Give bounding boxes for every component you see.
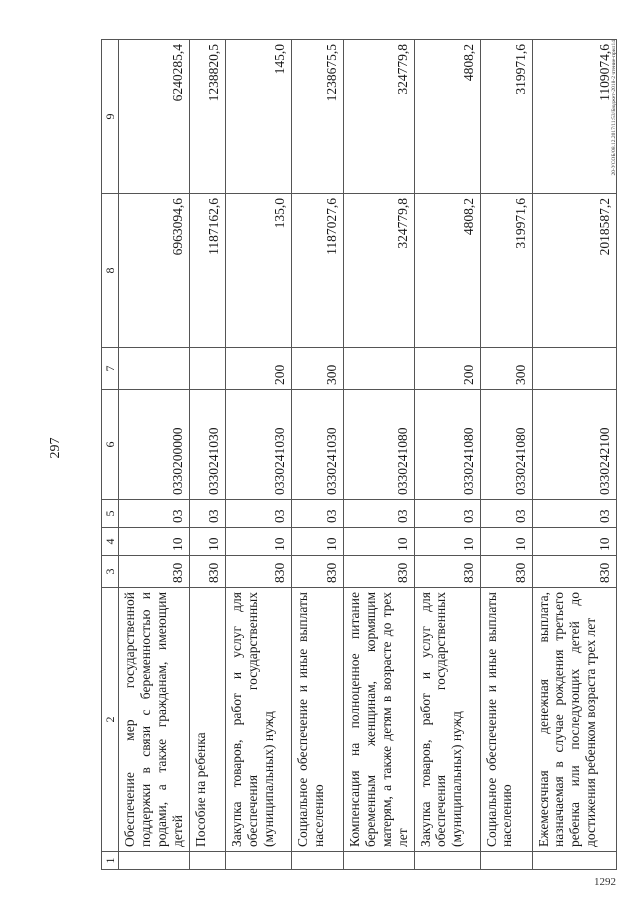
header-col-1: 1 <box>102 852 119 870</box>
row-number-cell <box>291 852 343 870</box>
row-col-9: 1238820,5 <box>189 40 225 194</box>
row-col-6: 0330200000 <box>119 390 190 500</box>
row-name: Закупка товаров, работ и услуг для обеспечения государственных (муниципальных) нужд <box>414 588 480 852</box>
row-number-cell <box>119 852 190 870</box>
header-col-3: 3 <box>102 556 119 588</box>
row-col-7 <box>119 348 190 390</box>
row-col-3: 830 <box>343 556 414 588</box>
header-col-5: 5 <box>102 500 119 528</box>
table-row <box>343 40 414 870</box>
row-col-9: 1109074,6 <box>532 40 616 194</box>
row-col-4: 10 <box>414 528 480 556</box>
row-col-8: 6963094,6 <box>119 194 190 348</box>
row-col-9: 4808,2 <box>414 40 480 194</box>
row-number-cell <box>532 852 616 870</box>
header-col-7: 7 <box>102 348 119 390</box>
row-name: Пособие на ребенка <box>189 588 225 852</box>
row-name: Социальное обеспечение и иные выплаты населению <box>291 588 343 852</box>
row-col-4: 10 <box>225 528 291 556</box>
row-col-4: 10 <box>532 528 616 556</box>
row-col-7: 300 <box>480 348 532 390</box>
row-name: Социальное обеспечение и иные выплаты населению <box>480 588 532 852</box>
page-number: 297 <box>48 437 63 459</box>
table-row <box>119 40 190 870</box>
row-col-5: 03 <box>119 500 190 528</box>
row-number-cell <box>414 852 480 870</box>
table-row <box>480 40 532 870</box>
table-row <box>532 40 616 870</box>
budget-table <box>101 39 617 870</box>
row-col-4: 10 <box>343 528 414 556</box>
header-col-8: 8 <box>102 194 119 348</box>
row-col-5: 03 <box>532 500 616 528</box>
row-col-3: 830 <box>414 556 480 588</box>
row-number-cell <box>343 852 414 870</box>
row-col-7 <box>343 348 414 390</box>
row-col-6: 0330241080 <box>480 390 532 500</box>
row-col-9: 145,0 <box>225 40 291 194</box>
row-col-5: 03 <box>480 500 532 528</box>
row-col-6: 0330242100 <box>532 390 616 500</box>
row-col-7: 300 <box>291 348 343 390</box>
row-col-8: 135,0 <box>225 194 291 348</box>
row-col-3: 830 <box>189 556 225 588</box>
row-name: Компенсация на полноценное питание беременным женщинам, кормящим матерям, а также детям в возрасте до трех лет <box>343 588 414 852</box>
row-col-3: 830 <box>480 556 532 588</box>
row-number-cell <box>480 852 532 870</box>
header-col-4: 4 <box>102 528 119 556</box>
row-col-6: 0330241030 <box>291 390 343 500</box>
table-holder <box>101 40 617 870</box>
row-col-7 <box>189 348 225 390</box>
row-col-3: 830 <box>291 556 343 588</box>
row-col-6: 0330241030 <box>189 390 225 500</box>
row-col-5: 03 <box>225 500 291 528</box>
row-col-4: 10 <box>119 528 190 556</box>
row-col-8: 2018587,2 <box>532 194 616 348</box>
row-col-9: 319971,6 <box>480 40 532 194</box>
row-name: Закупка товаров, работ и услуг для обеспечения государственных (муниципальных) нужд <box>225 588 291 852</box>
row-col-9: 324779,8 <box>343 40 414 194</box>
row-name: Обеспечение мер государственной поддержки в связи с беременностью и родами, а также гражданам, имеющим детей <box>119 588 190 852</box>
row-col-4: 10 <box>291 528 343 556</box>
row-number-cell <box>189 852 225 870</box>
row-col-7: 200 <box>225 348 291 390</box>
row-col-5: 03 <box>291 500 343 528</box>
header-col-2: 2 <box>102 588 119 852</box>
row-col-3: 830 <box>119 556 190 588</box>
header-col-9: 9 <box>102 40 119 194</box>
row-col-5: 03 <box>343 500 414 528</box>
header-col-6: 6 <box>102 390 119 500</box>
document-footer-id: 20-УСОБ/08.12.2017/11:53/Бюджет-2018-2 чтение-прил14 <box>611 40 617 176</box>
row-number-cell <box>225 852 291 870</box>
row-col-4: 10 <box>480 528 532 556</box>
table-row <box>414 40 480 870</box>
table-row <box>291 40 343 870</box>
table-row <box>225 40 291 870</box>
side-page-number: 1292 <box>594 876 616 888</box>
row-col-6: 0330241080 <box>414 390 480 500</box>
row-col-9: 1238675,5 <box>291 40 343 194</box>
row-col-6: 0330241080 <box>343 390 414 500</box>
row-col-8: 4808,2 <box>414 194 480 348</box>
row-col-5: 03 <box>414 500 480 528</box>
rotated-table-frame <box>101 40 617 870</box>
row-col-8: 1187027,6 <box>291 194 343 348</box>
header-row <box>102 40 119 870</box>
row-col-4: 10 <box>189 528 225 556</box>
table-row <box>189 40 225 870</box>
row-col-8: 1187162,6 <box>189 194 225 348</box>
row-col-6: 0330241030 <box>225 390 291 500</box>
row-col-7 <box>532 348 616 390</box>
row-col-7: 200 <box>414 348 480 390</box>
row-col-5: 03 <box>189 500 225 528</box>
row-col-9: 6240285,4 <box>119 40 190 194</box>
row-col-3: 830 <box>225 556 291 588</box>
row-col-8: 319971,6 <box>480 194 532 348</box>
row-col-8: 324779,8 <box>343 194 414 348</box>
row-col-3: 830 <box>532 556 616 588</box>
row-name: Ежемесячная денежная выплата, назначаемая в случае рождения третьего ребенка или последующих детей до достижения ребенком возраста трех лет <box>532 588 616 852</box>
